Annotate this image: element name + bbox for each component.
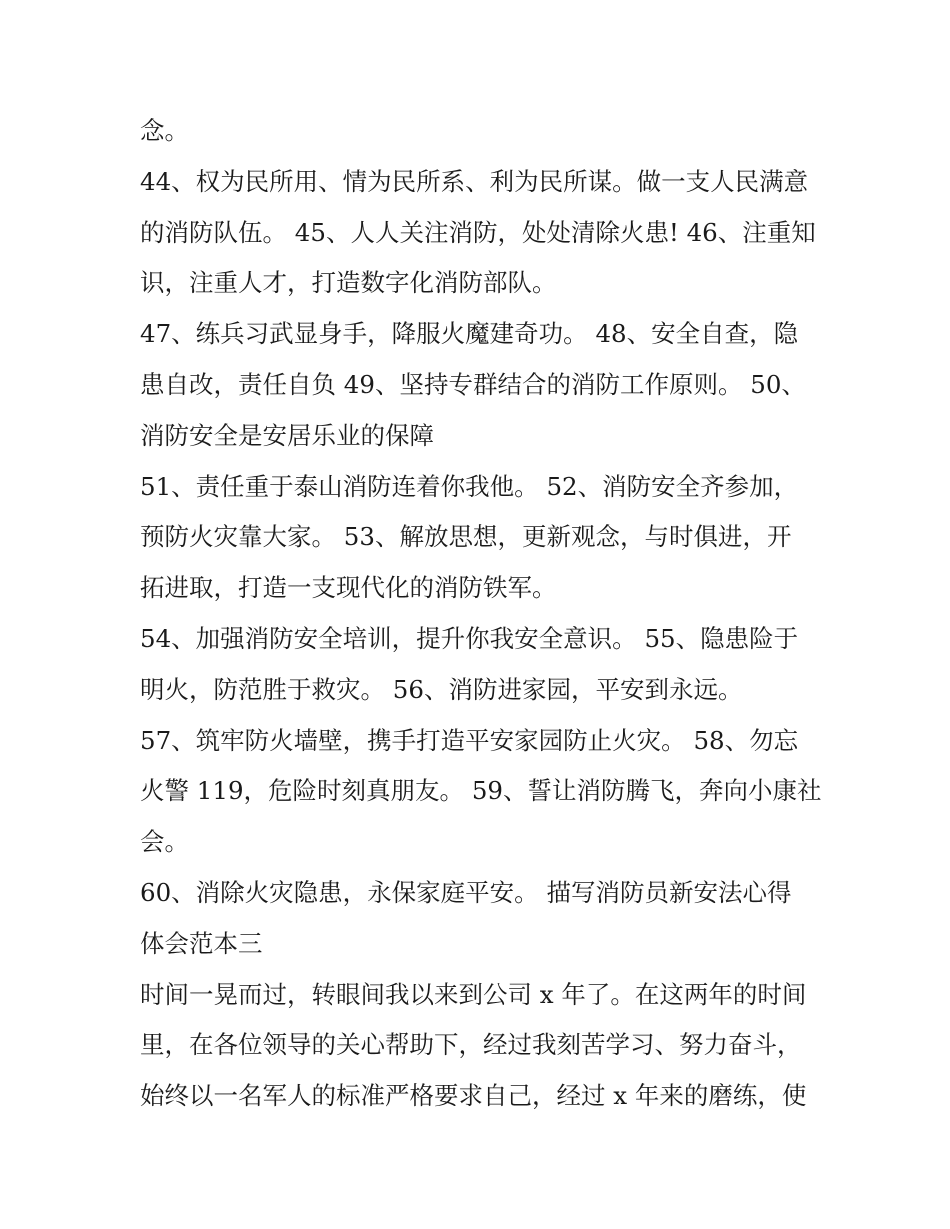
text-line: 54、加强消防安全培训，提升你我安全意识。 55、隐患险于 xyxy=(140,623,799,653)
text-line: 里，在各位领导的关心帮助下，经过我刻苦学习、努力奋斗， xyxy=(140,1030,802,1060)
text-line: 47、练兵习武显身手，降服火魔建奇功。 48、安全自查，隐 xyxy=(140,319,799,349)
text-line: 预防火灾靠大家。 53、解放思想，更新观念，与时俱进，开 xyxy=(140,522,792,552)
text-line: 火警 119，危险时刻真朋友。 59、誓让消防腾飞，奔向小康社 xyxy=(140,776,822,806)
text-line: 时间一晃而过，转眼间我以来到公司 x 年了。在这两年的时间 xyxy=(140,979,807,1009)
text-line: 患自改，责任自负 49、坚持专群结合的消防工作原则。 50、 xyxy=(140,369,806,399)
text-line: 的消防队伍。 45、人人关注消防，处处清除火患! 46、注重知 xyxy=(140,217,816,247)
text-line: 44、权为民所用、情为民所系、利为民所谋。做一支人民满意 xyxy=(140,166,809,196)
text-line: 会。 xyxy=(140,827,189,857)
text-line: 始终以一名军人的标准严格要求自己，经过 x 年来的磨练，使 xyxy=(140,1081,807,1111)
text-line: 明火，防范胜于救灾。 56、消防进家园，平安到永远。 xyxy=(140,674,743,704)
text-line: 消防安全是安居乐业的保障 xyxy=(140,420,434,450)
text-line: 识，注重人才，打造数字化消防部队。 xyxy=(140,268,557,298)
text-line: 57、筑牢防火墙壁，携手打造平安家园防止火灾。 58、勿忘 xyxy=(140,725,799,755)
text-line: 60、消除火灾隐患，永保家庭平安。 描写消防员新安法心得 xyxy=(140,877,792,907)
text-line: 体会范本三 xyxy=(140,928,263,958)
document-body xyxy=(140,106,820,1122)
text-line: 念。 xyxy=(140,116,189,145)
text-line: 51、责任重于泰山消防连着你我他。 52、消防安全齐参加， xyxy=(140,471,799,501)
text-line: 拓进取，打造一支现代化的消防铁军。 xyxy=(140,573,557,603)
